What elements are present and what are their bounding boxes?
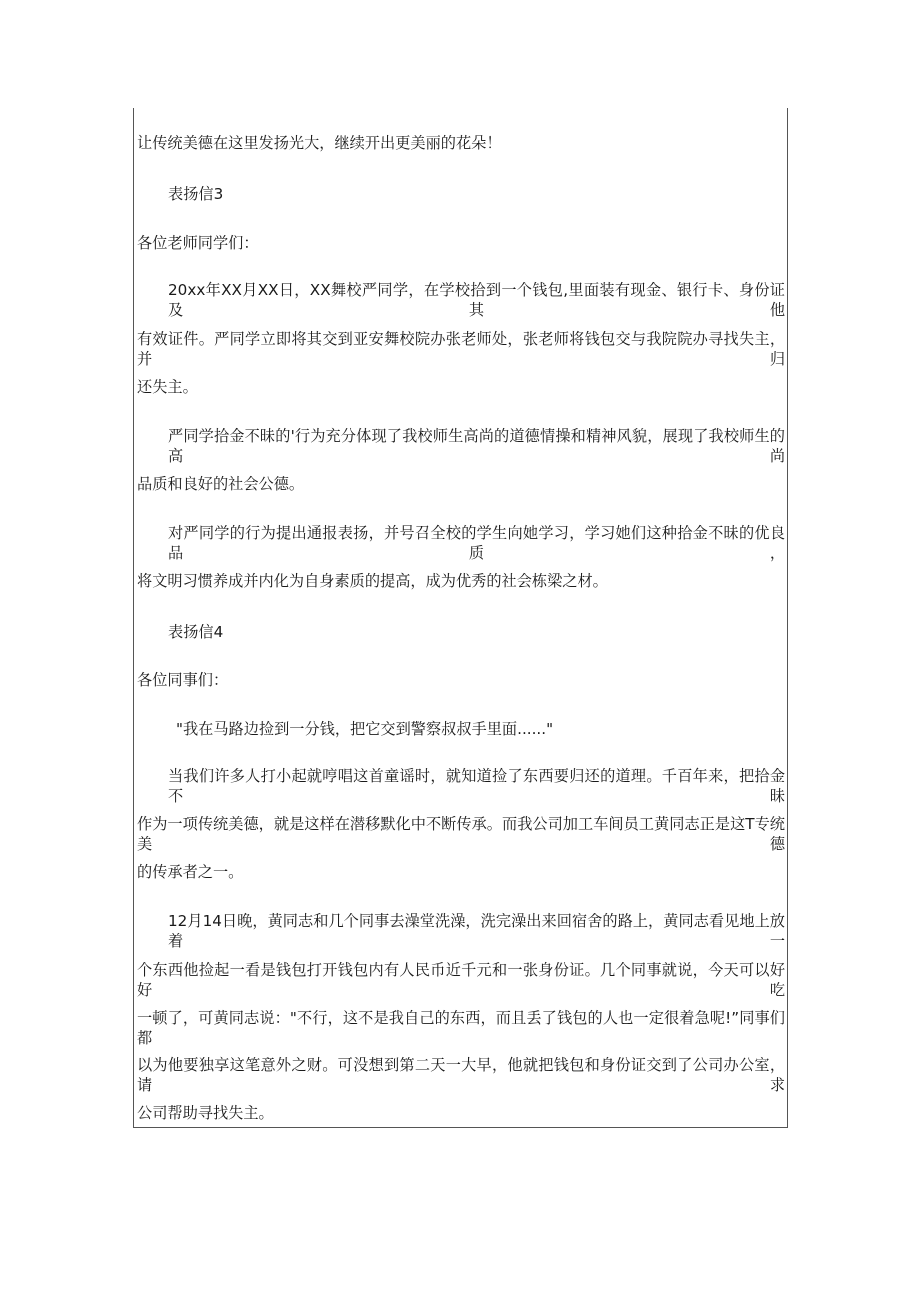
paragraph-line: 当我们许多人打小起就哼唱这首童谣时，就知道捡了东西要归还的道理。千百年来，把拾金不昧 (168, 767, 785, 805)
paragraph-line: 作为一项传统美德，就是这样在潜移默化中不断传承。而我公司加工车间员工黄同志正是这T专统美德 (137, 815, 785, 853)
letter-title-4: 表扬信4 (168, 623, 224, 641)
salutation-colleagues: 各位同事们： (137, 671, 229, 689)
paragraph-closing-line: 让传统美德在这里发扬光大，继续开出更美丽的花朵！ (137, 134, 502, 152)
paragraph-line: 有效证件。严同学立即将其交到亚安舞校院办张老师处，张老师将钱包交与我院院办寻找失主，并归 (137, 330, 785, 368)
salutation-teachers-students: 各位老师同学们： (137, 234, 259, 252)
paragraph-line: 还失主。 (137, 378, 198, 396)
paragraph-line: 的传承者之一。 (137, 863, 244, 881)
paragraph-line: 以为他要独享这笔意外之财。可没想到第二天一大早，他就把钱包和身份证交到了公司办公室，请求 (137, 1056, 785, 1094)
letter-title-3: 表扬信3 (168, 185, 224, 203)
paragraph-line: 20xx年XX月XX日，XX舞校严同学，在学校拾到一个钱包,里面装有现金、银行卡、身份证及其他 (168, 281, 785, 319)
paragraph-line: 12月14日晚，黄同志和几个同事去澡堂洗澡，洗完澡出来回宿舍的路上，黄同志看见地上放着一 (168, 912, 785, 950)
paragraph-line: 严同学拾金不昧的'行为充分体现了我校师生高尚的道德情操和精神风貌，展现了我校师生的高尚 (168, 427, 785, 465)
paragraph-line: 对严同学的行为提出通报表扬，并号召全校的学生向她学习，学习她们这种拾金不昧的优良品质， (168, 524, 785, 562)
quoted-rhyme: "我在马路边捡到一分钱，把它交到警察叔叔手里面......" (176, 720, 554, 738)
paragraph-line: 品质和良好的社会公德。 (137, 475, 305, 493)
paragraph-line: 公司帮助寻找失主。 (137, 1104, 274, 1122)
paragraph-line: 一顿了，可黄同志说："不行，这不是我自己的东西，而且丢了钱包的人也一定很着急呢!”同事们都 (137, 1009, 785, 1047)
paragraph-line: 将文明习惯养成并内化为自身素质的提高，成为优秀的社会栋梁之材。 (137, 572, 608, 590)
paragraph-line: 个东西他捡起一看是钱包打开钱包内有人民币近千元和一张身份证。几个同事就说，今天可以好好吃 (137, 961, 785, 999)
